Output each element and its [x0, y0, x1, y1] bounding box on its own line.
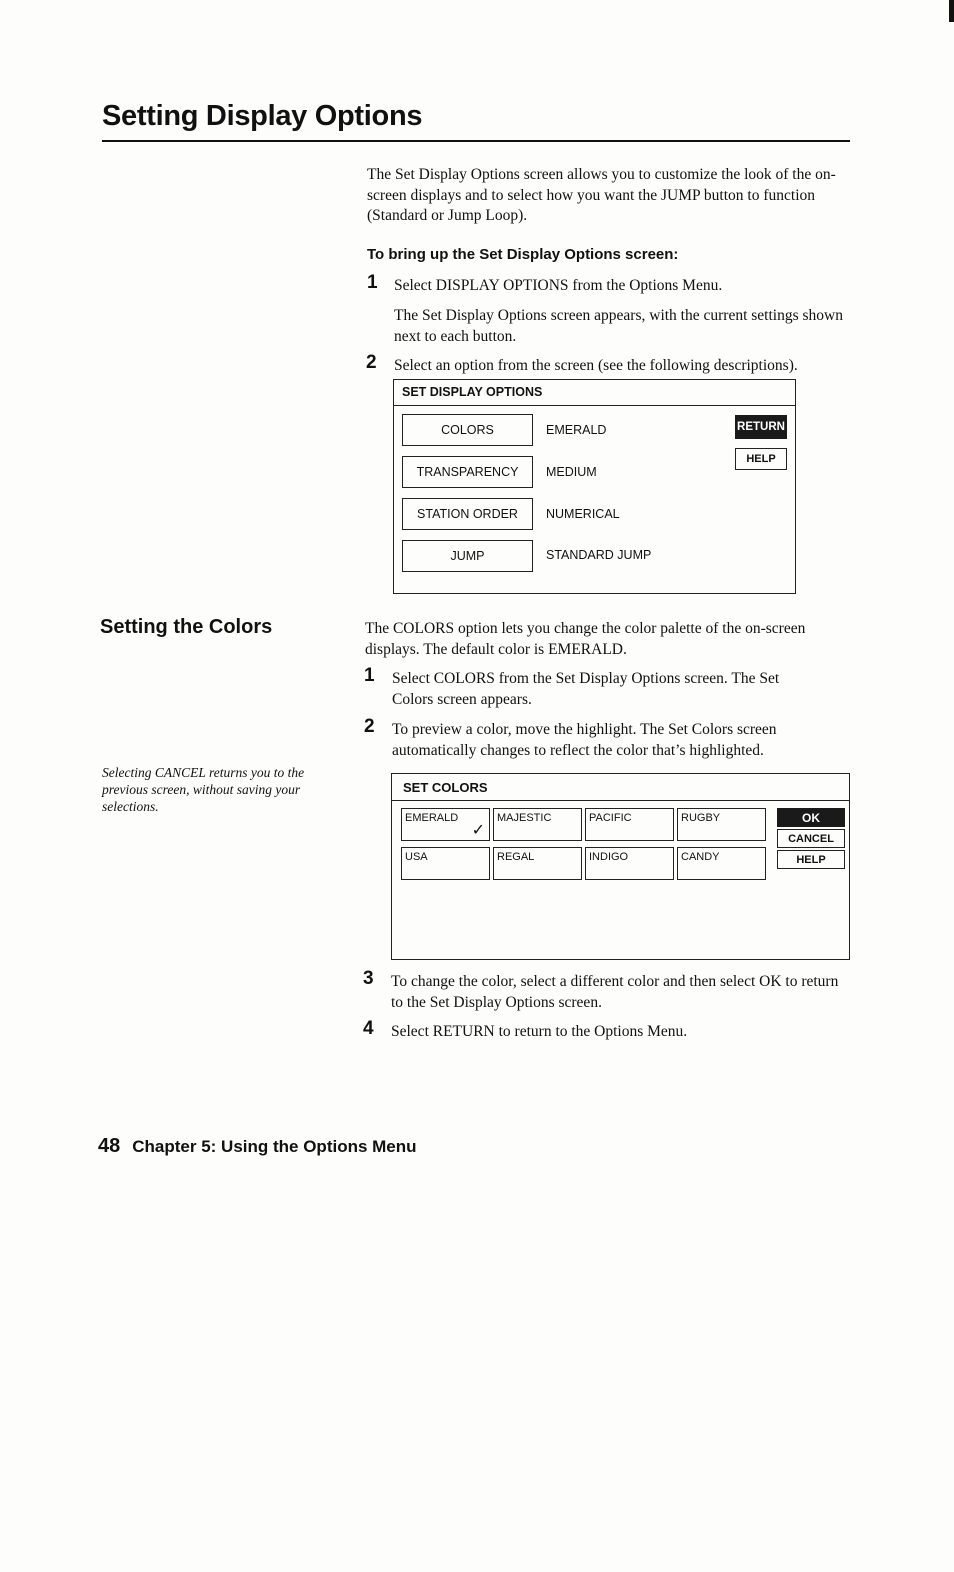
color-option-rugby[interactable] — [677, 808, 766, 841]
station-order-value: NUMERICAL — [546, 507, 620, 521]
step-number: 1 — [367, 272, 378, 293]
side-note: Selecting CANCEL returns you to the previous screen, without saving your selections. — [102, 765, 305, 814]
color-option-majestic[interactable] — [493, 808, 582, 841]
title-rule — [102, 140, 850, 142]
checkmark-icon: ✓ — [471, 822, 485, 839]
colors-intro: The COLORS option lets you change the color palette of the on-screen displays. The default color is EMERALD. — [365, 620, 806, 658]
jump-value: STANDARD JUMP — [546, 548, 652, 562]
step-number: 2 — [366, 352, 377, 373]
help-button[interactable]: HELP — [735, 448, 787, 470]
chapter-title: Chapter 5: Using the Options Menu — [132, 1137, 417, 1156]
station-order-button[interactable]: STATION ORDER — [402, 498, 533, 530]
set-display-options-screen — [393, 379, 796, 594]
color-option-emerald[interactable] — [401, 808, 490, 841]
color-label: PACIFIC — [589, 812, 632, 824]
page-title: Setting Display Options — [102, 100, 423, 132]
step-number: 2 — [364, 716, 375, 737]
screen-header: SET COLORS — [403, 780, 488, 795]
cancel-button[interactable]: CANCEL — [777, 829, 845, 848]
edge-mark — [949, 0, 954, 22]
step-text: To change the color, select a different color and then select OK to return to the Set Display Options screen. — [391, 973, 839, 1011]
color-option-pacific[interactable] — [585, 808, 674, 841]
color-label: CANDY — [681, 851, 720, 863]
help-button[interactable]: HELP — [777, 850, 845, 869]
step-subtext: The Set Display Options screen appears, with the current settings shown next to each button. — [394, 307, 843, 345]
jump-button[interactable]: JUMP — [402, 540, 533, 572]
step-number: 3 — [363, 968, 374, 989]
color-option-candy[interactable] — [677, 847, 766, 880]
color-option-usa[interactable] — [401, 847, 490, 880]
step-text: Select an option from the screen (see the following descriptions). — [394, 357, 798, 374]
step-text: Select DISPLAY OPTIONS from the Options Menu. — [394, 277, 723, 294]
intro-paragraph: The Set Display Options screen allows you to customize the look of the on-screen displays and to select how you want the JUMP button to function (Standard or Jump Loop). — [367, 166, 836, 224]
colors-button[interactable]: COLORS — [402, 414, 533, 446]
color-label: REGAL — [497, 851, 535, 863]
transparency-button[interactable]: TRANSPARENCY — [402, 456, 533, 488]
step-number: 4 — [363, 1018, 374, 1039]
colors-value: EMERALD — [546, 423, 607, 437]
transparency-value: MEDIUM — [546, 465, 597, 479]
color-label: INDIGO — [589, 851, 629, 863]
color-label: MAJESTIC — [497, 812, 552, 824]
color-label: USA — [405, 851, 428, 863]
header-divider — [392, 800, 849, 801]
color-label: RUGBY — [681, 812, 721, 824]
step-text: To preview a color, move the highlight. The Set Colors screen automatically changes to reflect the color that’s highlighted. — [392, 721, 777, 759]
page-number: 48 — [98, 1135, 121, 1157]
step-text: Select COLORS from the Set Display Options screen. The Set Colors screen appears. — [392, 670, 780, 708]
color-option-regal[interactable] — [493, 847, 582, 880]
set-colors-screen — [391, 773, 850, 960]
ok-button[interactable]: OK — [777, 808, 845, 827]
page-footer — [98, 1135, 417, 1158]
step-number: 1 — [364, 665, 375, 686]
color-label: EMERALD — [405, 812, 459, 824]
step-text: Select RETURN to return to the Options Menu. — [391, 1023, 688, 1040]
return-button[interactable]: RETURN — [735, 415, 787, 439]
procedure-heading: To bring up the Set Display Options screen: — [367, 246, 679, 263]
section-heading: Setting the Colors — [100, 616, 273, 638]
header-divider — [394, 405, 795, 406]
screen-header: SET DISPLAY OPTIONS — [402, 385, 543, 399]
color-option-indigo[interactable] — [585, 847, 674, 880]
